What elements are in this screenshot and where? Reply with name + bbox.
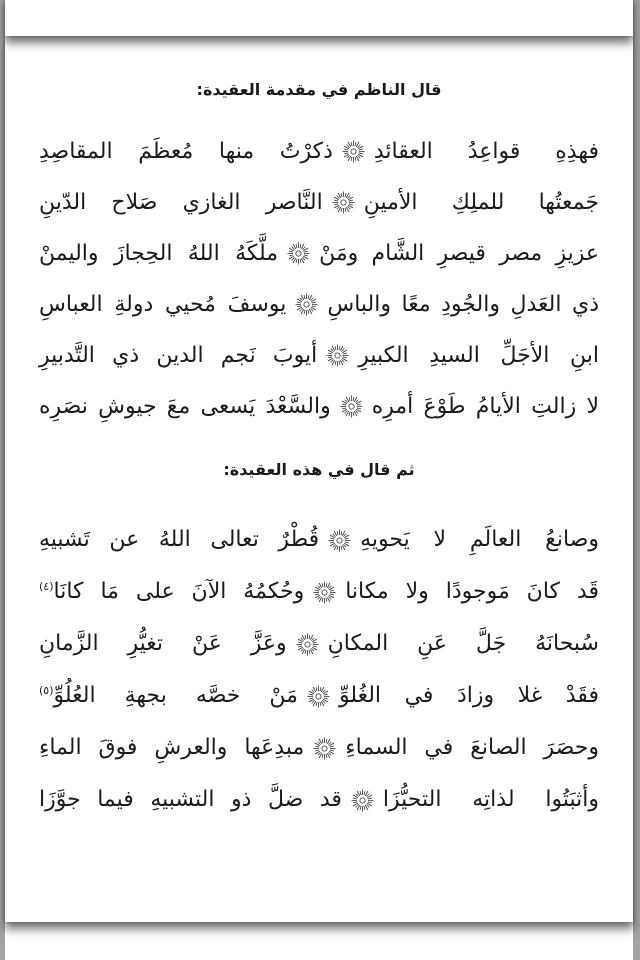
hemistich-left: ذكرْتُ منها مُعظَمَ المقاصِدِ	[39, 138, 333, 164]
hemistich-right: جَمعتُها للملِكِ الأمينِ	[363, 189, 599, 215]
verse-divider-ornament-icon	[330, 189, 357, 216]
hemistich-left: والسَّعْدَ يَسعى معَ جيوشِ نصَرِه	[38, 393, 331, 419]
hemistich-left: وعَزَّ عَنْ تغيُّرِ الزَّمانِ	[38, 631, 287, 656]
verse-divider-ornament-icon	[311, 735, 338, 762]
verse-divider-ornament-icon	[311, 579, 338, 606]
verse-divider-ornament-icon	[294, 631, 321, 658]
hemistich-left: وحُكمُهُ الآنَ على مَا كانَا$^{(٤)}$	[39, 579, 305, 604]
hemistich-left: يوسفَ مُحيي دولةِ العباسِ	[39, 291, 287, 317]
previous-page-edge[interactable]	[5, 0, 633, 36]
hemistich-left: مَنْ خصَّه بجهةِ العُلُوِّ$^{(٥)}$	[38, 683, 298, 708]
verse-divider-ornament-icon	[293, 291, 320, 318]
hemistich-right: وحصَرَ الصانعَ في السماءِ	[345, 735, 599, 760]
verse-row	[39, 618, 599, 670]
hemistich-left: ملَّكَهُ اللهُ الحِجازَ واليمنْ	[39, 240, 279, 266]
page-content	[5, 36, 633, 826]
hemistich-right: فهذِهِ قواعِدُ العقائدِ	[373, 138, 599, 164]
verse-row	[39, 279, 599, 330]
verse-row	[39, 774, 599, 826]
poem-section-1	[39, 100, 599, 432]
verse-row	[39, 330, 599, 381]
verse-divider-ornament-icon	[340, 138, 367, 165]
verse-divider-ornament-icon	[305, 683, 332, 710]
verse-divider-ornament-icon	[326, 527, 353, 554]
hemistich-right: ابنِ الأجَلِّ السيدِ الكبيرِ	[358, 342, 599, 368]
verse-divider-ornament-icon	[349, 787, 376, 814]
verse-divider-ornament-icon	[324, 342, 351, 369]
verse-divider-ornament-icon	[285, 240, 312, 267]
hemistich-right: سُبحانَهُ جَلَّ عَنِ المكانِ	[327, 631, 599, 656]
section-header-2: ثم قال في هذه العقيدة:	[223, 460, 415, 479]
hemistich-right: فقَدْ غلا وزادَ في الغُلوِّ	[338, 683, 599, 708]
verse-row	[39, 177, 599, 228]
section-header-1: قال الناظم في مقدمة العقيدة:	[196, 80, 442, 99]
verse-row	[39, 514, 599, 566]
verse-row	[39, 722, 599, 774]
hemistich-right: لا زالتِ الأيامُ طَوْعَ أمرِه	[371, 393, 599, 419]
hemistich-left: قد ضلَّ ذو التشبيهِ فيما جوَّزَا	[38, 787, 342, 812]
hemistich-left: النَّاصر الغازي صَلاح الدّينِ	[38, 189, 323, 215]
hemistich-right: وصانعُ العالَمِ لا يَحويهِ	[360, 527, 599, 552]
verse-row	[39, 381, 599, 432]
verse-row	[39, 228, 599, 279]
poem-section-2	[39, 480, 599, 826]
verse-divider-ornament-icon	[338, 393, 365, 420]
hemistich-right: قَد كانَ مَوجودًا ولا مكانا	[345, 579, 599, 604]
next-page-edge[interactable]	[5, 922, 633, 960]
footnote-marker: (٤)	[39, 580, 54, 593]
verse-row	[39, 566, 599, 618]
book-page[interactable]	[5, 36, 633, 922]
hemistich-left: أيوبَ نَجم الدين ذي التَّدبيرِ	[38, 342, 318, 368]
verse-row	[39, 670, 599, 722]
footnote-marker: (٥)	[38, 684, 54, 697]
hemistich-right: ذي العَدلِ والجُودِ معًا والباسِ	[327, 291, 599, 317]
hemistich-right: عزيزِ مصر قيصرِ الشَّام ومَنْ	[319, 240, 599, 266]
verse-row	[39, 126, 599, 177]
hemistich-left: مبدِعَها والعرشِ فوقَ الماءِ	[39, 735, 305, 760]
hemistich-right: وأثبَتُوا لذاتِه التحيُّزَا	[382, 787, 599, 812]
hemistich-left: قُطْرٌ تعالى اللهُ عن تَشبيهِ	[38, 527, 320, 552]
